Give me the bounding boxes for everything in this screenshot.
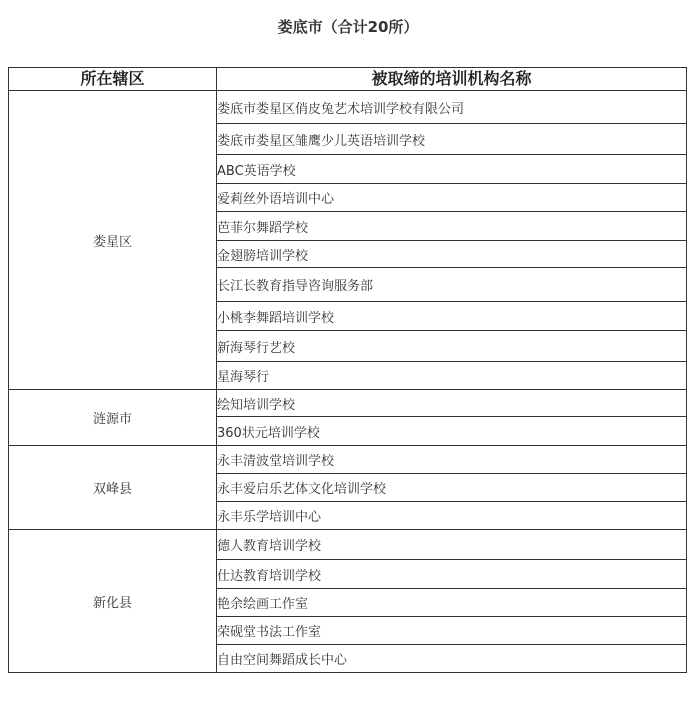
institution-name-cell: 娄底市娄星区雏鹰少儿英语培训学校 — [217, 124, 687, 155]
district-cell: 双峰县 — [9, 446, 217, 530]
table-row — [9, 390, 687, 417]
institution-name-cell: 360状元培训学校 — [217, 417, 687, 446]
institution-name-cell: 金翅膀培训学校 — [217, 241, 687, 268]
header-institution-name: 被取缔的培训机构名称 — [217, 68, 687, 91]
institution-name-cell: ABC英语学校 — [217, 155, 687, 184]
page-title: 娄底市（合计20所） — [277, 18, 419, 36]
institution-name-cell: 德人教育培训学校 — [217, 530, 687, 560]
institution-name-cell: 永丰清波堂培训学校 — [217, 446, 687, 474]
institution-name-cell: 艳余绘画工作室 — [217, 589, 687, 617]
institution-name-cell: 荣砚堂书法工作室 — [217, 617, 687, 645]
table-row — [9, 530, 687, 560]
institution-name-cell: 自由空间舞蹈成长中心 — [217, 645, 687, 673]
table-row — [9, 91, 687, 124]
institution-name-cell: 星海琴行 — [217, 362, 687, 390]
institution-name-cell: 长江长教育指导咨询服务部 — [217, 268, 687, 302]
institution-name-cell: 新海琴行艺校 — [217, 331, 687, 362]
institution-name-cell: 芭菲尔舞蹈学校 — [217, 212, 687, 241]
institution-name-cell: 永丰爱启乐艺体文化培训学校 — [217, 474, 687, 502]
institution-name-cell: 永丰乐学培训中心 — [217, 502, 687, 530]
district-cell: 涟源市 — [9, 390, 217, 446]
header-district: 所在辖区 — [9, 68, 217, 91]
institution-name-cell: 娄底市娄星区俏皮兔艺术培训学校有限公司 — [217, 91, 687, 124]
institution-name-cell: 爱莉丝外语培训中心 — [217, 184, 687, 212]
district-cell: 新化县 — [9, 530, 217, 673]
table-header-row — [9, 68, 687, 91]
institution-name-cell: 绘知培训学校 — [217, 390, 687, 417]
institution-name-cell: 仕达教育培训学校 — [217, 560, 687, 589]
institution-name-cell: 小桃李舞蹈培训学校 — [217, 302, 687, 331]
banned-institutions-table — [8, 67, 687, 673]
table-row — [9, 446, 687, 474]
district-cell: 娄星区 — [9, 91, 217, 390]
table-body — [9, 91, 687, 673]
